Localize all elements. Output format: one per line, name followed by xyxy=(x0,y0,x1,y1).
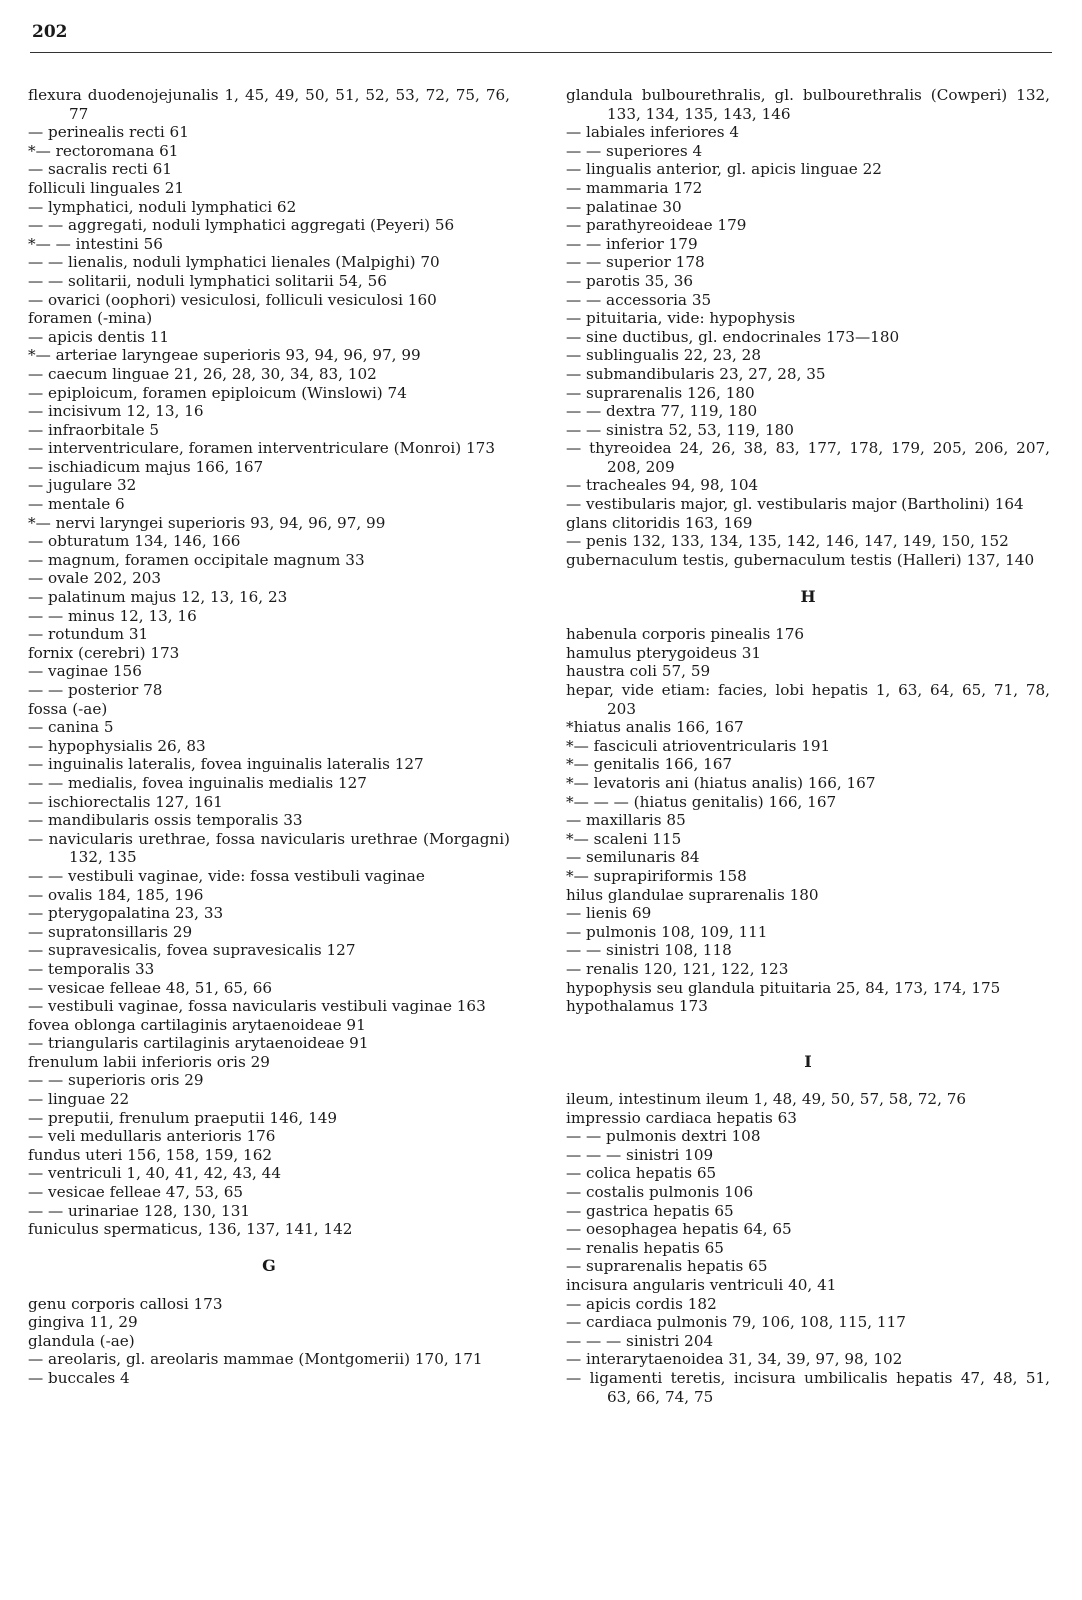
index-entry: — infraorbitale 5 xyxy=(28,420,160,439)
index-entry: — — superioris oris 29 xyxy=(28,1071,204,1090)
index-entry: — semilunaris 84 xyxy=(566,848,700,867)
index-entry: fornix (cerebri) 173 xyxy=(28,643,180,662)
index-entry: — — sinistra 52, 53, 119, 180 xyxy=(566,420,794,439)
section-letter-heading: I xyxy=(804,1051,812,1071)
index-entry: — — posterior 78 xyxy=(28,681,163,699)
index-entry: — suprarenalis 126, 180 xyxy=(566,383,755,402)
index-entry: — preputii, frenulum praeputii 146, 149 xyxy=(28,1108,338,1127)
index-entry: — ventriculi 1, 40, 41, 42, 43, 44 xyxy=(28,1164,281,1183)
index-entry: — cardiaca pulmonis 79, 106, 108, 115, 117 xyxy=(566,1313,906,1332)
index-entry: — submandibularis 23, 27, 28, 35 xyxy=(566,364,826,383)
index-entry: — labiales inferiores 4 xyxy=(566,123,740,142)
index-entry: glans clitoridis 163, 169 xyxy=(566,513,753,532)
section-gap xyxy=(566,607,1050,626)
index-entry: *hiatus analis 166, 167 xyxy=(566,718,744,737)
index-entry: — apicis dentis 11 xyxy=(28,327,170,346)
index-entry: — perinealis recti 61 xyxy=(28,123,189,142)
index-entry: *— rectoromana 61 xyxy=(28,141,179,160)
index-entry: — — dextra 77, 119, 180 xyxy=(566,402,758,421)
index-entry: — ischiorectalis 127, 161 xyxy=(28,792,223,811)
index-entry: — — solitarii, noduli lymphatici solitarii 54, 56 xyxy=(28,271,387,290)
index-entry: *— suprapiriformis 158 xyxy=(566,866,747,885)
index-entry: — suprarenalis hepatis 65 xyxy=(566,1257,768,1276)
index-entry: — gastrica hepatis 65 xyxy=(566,1201,734,1220)
index-entry: flexura duodenojejunalis 1, 45, 49, 50, 51, 52, 53, 72, 75, 76, 77 xyxy=(28,86,510,123)
index-entry: — tracheales 94, 98, 104 xyxy=(566,476,759,495)
index-entry: — temporalis 33 xyxy=(28,959,155,978)
index-entry: habenula corporis pinealis 176 xyxy=(566,625,805,644)
index-entry: hepar, vide etiam: facies, lobi hepatis 1, 63, 64, 65, 71, 78, 203 xyxy=(566,681,1050,718)
index-entry: *— fasciculi atrioventricularis 191 xyxy=(566,736,831,755)
index-entry: — parathyreoideae 179 xyxy=(566,216,747,235)
index-entry: hilus glandulae suprarenalis 180 xyxy=(566,885,819,904)
index-entry: incisura angularis ventriculi 40, 41 xyxy=(566,1276,837,1294)
index-entry: — lingualis anterior, gl. apicis linguae 22 xyxy=(566,160,882,179)
index-entry: *— — intestini 56 xyxy=(28,234,163,253)
index-entry: — — superiores 4 xyxy=(566,141,703,160)
index-entry: — ovarici (oophori) vesiculosi, folliculi vesiculosi 160 xyxy=(28,290,437,309)
index-entry: — areolaris, gl. areolaris mammae (Montgomerii) 170, 171 xyxy=(28,1350,483,1369)
header-rule xyxy=(30,52,1052,53)
index-entry: — mandibularis ossis temporalis 33 xyxy=(28,811,303,830)
index-entry: *— — — (hiatus genitalis) 166, 167 xyxy=(566,792,837,811)
index-entry: *— levatoris ani (hiatus analis) 166, 167 xyxy=(566,773,876,792)
index-entry: — penis 132, 133, 134, 135, 142, 146, 147, 149, 150, 152 xyxy=(566,532,1009,551)
index-entry: — veli medullaris anterioris 176 xyxy=(28,1127,276,1146)
index-entry: — mentale 6 xyxy=(28,495,125,514)
index-entry: — incisivum 12, 13, 16 xyxy=(28,402,204,421)
index-entry: hypophysis seu glandula pituitaria 25, 84, 173, 174, 175 xyxy=(566,978,1001,997)
index-entry: glandula bulbourethralis, gl. bulbourethralis (Cowperi) 132, 133, 134, 135, 143, 146 xyxy=(566,86,1050,123)
index-entry: glandula (-ae) xyxy=(28,1331,135,1350)
index-entry: folliculi linguales 21 xyxy=(28,178,185,197)
index-entry: — epiploicum, foramen epiploicum (Winslowi) 74 xyxy=(28,383,407,402)
index-entry: — vesicae felleae 48, 51, 65, 66 xyxy=(28,978,273,997)
index-entry: — interarytaenoidea 31, 34, 39, 97, 98, 102 xyxy=(566,1350,903,1369)
index-entry: — — urinariae 128, 130, 131 xyxy=(28,1201,251,1220)
index-entry: gingiva 11, 29 xyxy=(28,1313,138,1332)
index-entry: — buccales 4 xyxy=(28,1368,130,1387)
index-entry: *— genitalis 166, 167 xyxy=(566,755,733,774)
index-entry: — jugulare 32 xyxy=(28,476,137,495)
index-entry: — mammaria 172 xyxy=(566,178,703,197)
index-entry: haustra coli 57, 59 xyxy=(566,662,711,681)
index-entry: — oesophagea hepatis 64, 65 xyxy=(566,1220,792,1239)
index-entry: — magnum, foramen occipitale magnum 33 xyxy=(28,550,365,569)
index-entry: — parotis 35, 36 xyxy=(566,271,694,290)
index-entry: — — inferior 179 xyxy=(566,234,698,253)
index-column-left xyxy=(28,86,510,1388)
index-entry: genu corporis callosi 173 xyxy=(28,1294,223,1313)
section-gap xyxy=(566,1034,1050,1053)
index-entry: fossa (-ae) xyxy=(28,699,108,718)
index-entry: — — superior 178 xyxy=(566,253,705,272)
section-gap xyxy=(566,1071,1050,1090)
index-entry: — — accessoria 35 xyxy=(566,290,712,309)
index-entry: — canina 5 xyxy=(28,718,114,737)
index-entry: fundus uteri 156, 158, 159, 162 xyxy=(28,1145,273,1164)
index-entry: — caecum linguae 21, 26, 28, 30, 34, 83, 102 xyxy=(28,364,377,383)
section-letter-heading: H xyxy=(800,587,816,607)
section-gap xyxy=(28,1276,510,1295)
section-gap xyxy=(566,569,1050,588)
index-entry: — vaginae 156 xyxy=(28,662,142,681)
index-entry: — rotundum 31 xyxy=(28,625,149,644)
index-entry: — palatinae 30 xyxy=(566,197,682,216)
page-number: 202 xyxy=(32,22,68,42)
index-entry: — triangularis cartilaginis arytaenoideae 91 xyxy=(28,1034,369,1053)
index-entry: — hypophysialis 26, 83 xyxy=(28,736,206,755)
index-entry: — vestibularis major, gl. vestibularis major (Bartholini) 164 xyxy=(566,495,1024,514)
index-entry: — interventriculare, foramen interventriculare (Monroi) 173 xyxy=(28,439,495,458)
index-entry: ileum, intestinum ileum 1, 48, 49, 50, 57, 58, 72, 76 xyxy=(566,1090,967,1109)
index-entry: — sacralis recti 61 xyxy=(28,160,172,179)
index-entry: — pterygopalatina 23, 33 xyxy=(28,904,224,923)
index-entry: — navicularis urethrae, fossa navicularis urethrae (Morgagni) 132, 135 xyxy=(28,829,510,867)
index-entry: — sine ductibus, gl. endocrinales 173—180 xyxy=(566,327,900,346)
index-entry: *— nervi laryngei superioris 93, 94, 96, 97, 99 xyxy=(28,513,386,532)
index-entry: — — — sinistri 204 xyxy=(566,1331,714,1350)
index-entry: — vestibuli vaginae, fossa navicularis vestibuli vaginae 163 xyxy=(28,997,486,1016)
index-entry: — lienis 69 xyxy=(566,904,652,923)
index-entry: — ischiadicum majus 166, 167 xyxy=(28,457,264,476)
index-entry: — — medialis, fovea inguinalis medialis 127 xyxy=(28,773,367,792)
index-entry: — palatinum majus 12, 13, 16, 23 xyxy=(28,588,288,607)
index-entry: — renalis 120, 121, 122, 123 xyxy=(566,959,789,978)
index-entry: — obturatum 134, 146, 166 xyxy=(28,532,241,551)
index-entry: — apicis cordis 182 xyxy=(566,1294,717,1313)
index-entry: gubernaculum testis, gubernaculum testis (Halleri) 137, 140 xyxy=(566,550,1035,569)
index-entry: — sublingualis 22, 23, 28 xyxy=(566,346,761,365)
index-entry: — inguinalis lateralis, fovea inguinalis lateralis 127 xyxy=(28,755,424,774)
index-entry: funiculus spermaticus, 136, 137, 141, 142 xyxy=(28,1220,353,1239)
index-entry: — thyreoidea 24, 26, 38, 83, 177, 178, 179, 205, 206, 207, 208, 209 xyxy=(566,439,1050,476)
index-entry: — lymphatici, noduli lymphatici 62 xyxy=(28,197,297,216)
index-entry: *— scaleni 115 xyxy=(566,829,682,848)
index-entry: — pulmonis 108, 109, 111 xyxy=(566,922,768,941)
index-entry: — ovalis 184, 185, 196 xyxy=(28,885,204,904)
index-entry: — — lienalis, noduli lymphatici lienales (Malpighi) 70 xyxy=(28,253,440,272)
index-entry: — — vestibuli vaginae, vide: fossa vestibuli vaginae xyxy=(28,866,425,885)
index-entry: — — aggregati, noduli lymphatici aggregati (Peyeri) 56 xyxy=(28,216,455,235)
index-entry: *— arteriae laryngeae superioris 93, 94, 96, 97, 99 xyxy=(28,346,421,365)
index-entry: impressio cardiaca hepatis 63 xyxy=(566,1108,797,1127)
section-letter-heading: G xyxy=(262,1256,276,1276)
index-entry: — supratonsillaris 29 xyxy=(28,922,193,941)
index-column-right xyxy=(566,86,1050,1406)
index-entry: — ovale 202, 203 xyxy=(28,569,162,588)
index-entry: — linguae 22 xyxy=(28,1090,130,1109)
index-entry: — — pulmonis dextri 108 xyxy=(566,1127,761,1146)
index-entry: — colica hepatis 65 xyxy=(566,1164,717,1183)
index-entry: — vesicae felleae 47, 53, 65 xyxy=(28,1183,244,1202)
index-entry: — supravesicalis, fovea supravesicalis 127 xyxy=(28,941,356,960)
index-entry: — renalis hepatis 65 xyxy=(566,1238,724,1257)
index-entry: — — minus 12, 13, 16 xyxy=(28,606,197,625)
section-gap xyxy=(566,1016,1050,1035)
index-entry: — — — sinistri 109 xyxy=(566,1145,714,1164)
index-entry: hypothalamus 173 xyxy=(566,997,708,1016)
index-entry: — costalis pulmonis 106 xyxy=(566,1183,754,1202)
index-entry: frenulum labii inferioris oris 29 xyxy=(28,1052,270,1071)
index-entry: hamulus pterygoideus 31 xyxy=(566,643,762,662)
index-entry: — — sinistri 108, 118 xyxy=(566,941,732,960)
section-gap xyxy=(28,1239,510,1258)
index-entry: — pituitaria, vide: hypophysis xyxy=(566,309,796,328)
index-entry: fovea oblonga cartilaginis arytaenoideae 91 xyxy=(28,1015,366,1034)
index-entry: — maxillaris 85 xyxy=(566,811,686,830)
index-entry: — ligamenti teretis, incisura umbilicalis hepatis 47, 48, 51, 63, 66, 74, 75 xyxy=(566,1368,1050,1406)
index-entry: foramen (-mina) xyxy=(28,309,153,328)
